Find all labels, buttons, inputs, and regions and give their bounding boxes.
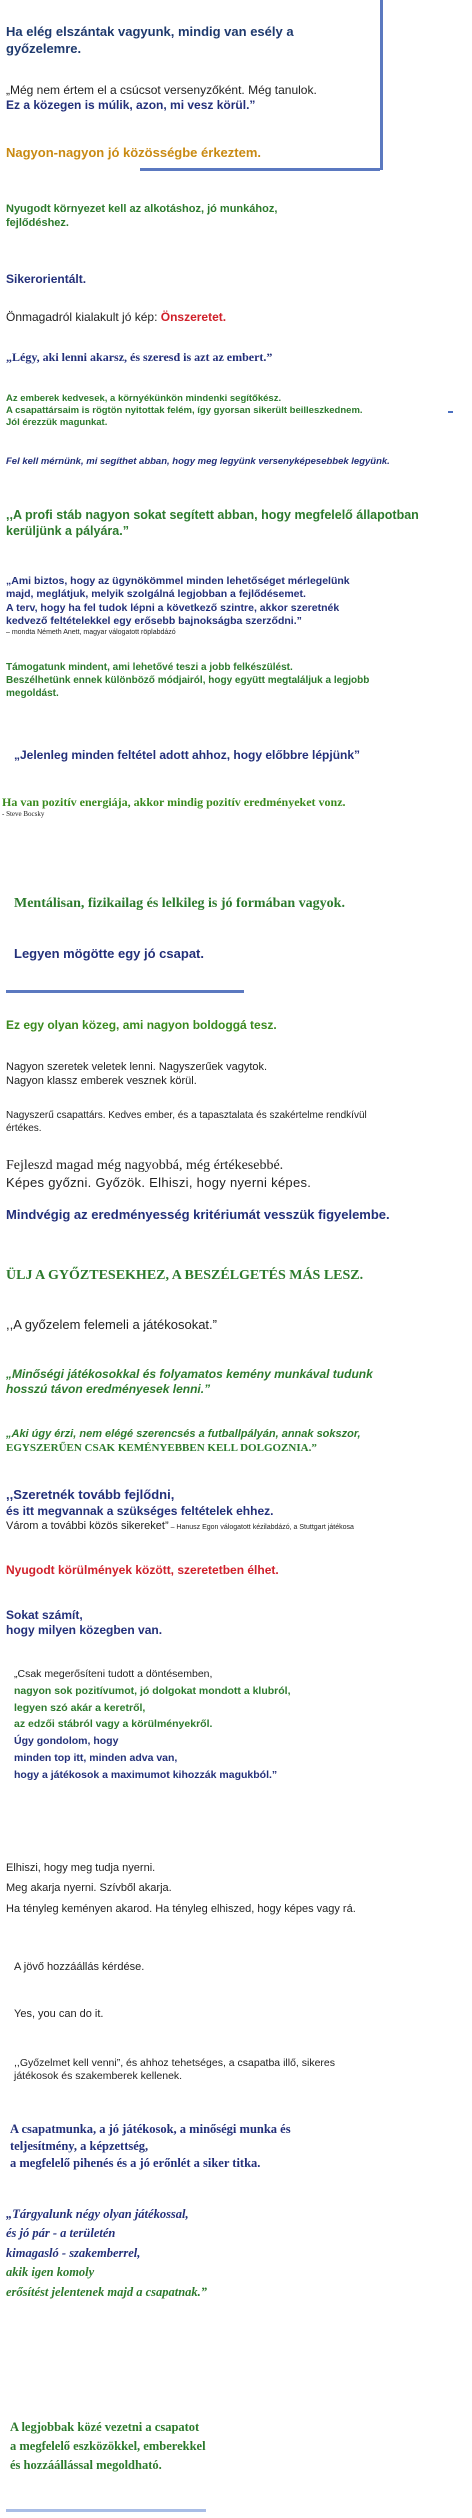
quote-great-teammate <box>6 1110 468 1136</box>
text-line: Úgy gondolom, hogy <box>14 1735 119 1748</box>
text-line: ,,Győzelmet kell venni”, és ahhoz tehetséges, a csapatba illő, sikeres <box>14 2057 335 2069</box>
text-line: kerüljünk a pályára.” <box>6 524 129 538</box>
text-line: A csapattársaim is rögtön nyitottak felém, így gyorsan sikerült beilleszkednem. <box>6 405 363 417</box>
quote-calm-love: Nyugodt körülmények között, szeretetben élhet. <box>6 1563 279 1577</box>
text-line: Ha elég elszántak vagyunk, mindig van esély a <box>6 24 294 39</box>
quote-quality-players <box>6 1367 446 1398</box>
text-highlight: Önszeretet. <box>160 310 227 324</box>
quote-still-learning <box>6 83 446 114</box>
attribution: – mondta Németh Anett, magyar válogatott röplabdázó <box>6 628 176 636</box>
text-line: Meg akarja nyerni. Szívből akarja. <box>6 1882 172 1895</box>
text-line: „Ami biztos, hogy az ügynökömmel minden lehetőséget mérlegelünk <box>6 575 350 587</box>
text-line: ,,Szeretnék tovább fejlődni, <box>6 1487 175 1502</box>
quote-teamwork-secret <box>10 2121 450 2172</box>
text-line: A legjobbak közé vezetni a csapatot <box>10 2420 200 2434</box>
text-line: kimagasló - szakemberrel, <box>6 2245 141 2260</box>
text-line: akik igen komoly <box>6 2265 95 2280</box>
text-line: Nagyon klassz emberek vesznek körül. <box>6 1075 197 1088</box>
quote-must-win <box>14 2057 466 2084</box>
text-line: Az emberek kedvesek, a környékünkön mindenki segítőkész. <box>6 393 282 404</box>
text-line: Elhiszi, hogy meg tudja nyerni. <box>6 1862 156 1874</box>
quote-negotiating <box>6 2205 446 2302</box>
text-line: Várom a további közös sikereket” <box>6 1519 169 1532</box>
attribution: – Hanusz Egon válogatott kézilabdázó, a Stuttgart játékosa <box>168 1523 354 1531</box>
quote-yes-you-can: Yes, you can do it. <box>14 2008 104 2020</box>
quote-effectiveness: Mindvégig az eredményesség kritériumát vesszük figyelembe. <box>6 1207 390 1222</box>
text-line: „Tárgyalunk négy olyan játékossal, <box>6 2207 189 2221</box>
text-line: hosszú távon eredményesek lenni.” <box>6 1382 211 1397</box>
text-line: hogy milyen közegben van. <box>6 1623 163 1638</box>
text-part: Önmagadról kialakult jó kép: <box>6 310 161 324</box>
quote-victory-lifts: ,,A győzelem felemeli a játékosokat.” <box>6 1317 217 1332</box>
text-line: ,,A profi stáb nagyon sokat segített abban, hogy megfelelő állapotban <box>6 508 419 522</box>
quote-develop-yourself <box>6 1157 468 1192</box>
text-line: Fejleszd magad még nagyobbá, még értékesebbé. <box>6 1158 284 1173</box>
text-line: hogy a játékosok a maximumot kihozzák magukból.” <box>14 1768 278 1781</box>
quote-further-development <box>6 1487 472 1533</box>
text-line: A terv, hogy ha fel tudok lépni a következő szintre, akkor szeretnék <box>6 601 340 614</box>
text-line: az edzői stábról vagy a körülményekről. <box>14 1718 213 1731</box>
quote-kind-people <box>6 393 466 429</box>
text-line: és jó pár - a területén <box>6 2226 116 2241</box>
label-success-oriented: Sikerorientált. <box>6 272 87 286</box>
accent-horizontal-line <box>140 168 380 171</box>
text-line: teljesítmény, a képzettség, <box>10 2138 149 2153</box>
text-line: a megfelelő pihenés és a jó erőnlét a siker titka. <box>10 2155 261 2170</box>
text-line: Beszélhetünk ennek különböző módjairól, hogy együtt megtaláljuk a legjobb <box>6 674 370 686</box>
quote-chance-to-win <box>6 24 446 57</box>
quote-self-image <box>6 310 446 325</box>
text-line: értékes. <box>6 1122 42 1134</box>
quote-good-team: Legyen mögötte egy jó csapat. <box>14 946 204 961</box>
text-line: Nagyszerű csapattárs. Kedves ember, és a tapasztalata és szakértelme rendkívül <box>6 1110 367 1121</box>
text-line: nagyon sok pozitívumot, jó dolgokat mondott a klubról, <box>14 1684 291 1697</box>
quote-positive-energy <box>2 795 468 819</box>
quote-believe-to-win <box>6 1858 446 1919</box>
bottom-divider-line <box>6 2509 206 2512</box>
text-line: kedvező feltételekkel egy erősebb bajnokságba szerződni.” <box>6 615 302 628</box>
text-line: minden top itt, minden adva van, <box>14 1751 178 1764</box>
text-line: győzelemre. <box>6 40 82 56</box>
text-line: fejlődéshez. <box>6 217 69 230</box>
text-line: a megfelelő eszközökkel, emberekkel <box>10 2438 206 2453</box>
text-line: legyen szó akár a keretről, <box>14 1701 146 1714</box>
quote-future-attitude: A jövő hozzáállás kérdése. <box>14 1961 145 1973</box>
text-line: „Aki úgy érzi, nem elégé szerencsés a futballpályán, annak sokszor, <box>6 1428 361 1440</box>
quote-sit-with-winners: ÜLJ A GYŐZTESEKHEZ, A BESZÉLGETÉS MÁS LESZ. <box>6 1268 364 1283</box>
text-line: Jól érezzük magunkat. <box>6 417 108 429</box>
quote-all-conditions: „Jelenleg minden feltétel adott ahhoz, hogy előbbre lépjünk” <box>14 748 361 762</box>
accent-divider-line <box>6 990 244 993</box>
text-line: erősítést jelentenek majd a csapatnak.” <box>6 2284 208 2299</box>
text-line: Ha van pozitív energiája, akkor mindig pozitív eredményeket vonz. <box>2 795 346 809</box>
text-line: Nyugodt környezet kell az alkotáshoz, jó munkához, <box>6 203 278 215</box>
text-line: megoldást. <box>6 687 59 699</box>
text-line: EGYSZERŰEN CSAK KEMÉNYEBBEN KELL DOLGOZNIA.” <box>6 1442 317 1455</box>
text-line: „Még nem értem el a csúcsot versenyzőként. Még tanulok. <box>6 83 317 97</box>
quote-love-being-with-you <box>6 1060 446 1088</box>
text-line: „Minőségi játékosokkal és folyamatos kemény munkával tudunk <box>6 1367 373 1381</box>
quote-agent-plan <box>6 575 468 638</box>
text-line: Ha tényleg keményen akarod. Ha tényleg elhiszed, hogy képes vagy rá. <box>6 1902 356 1915</box>
quote-work-harder <box>6 1427 468 1455</box>
quote-good-community: Nagyon-nagyon jó közösségbe érkeztem. <box>6 145 262 160</box>
text-line: majd, meglátjuk, melyik szolgálná legjobban a fejlődésemet. <box>6 588 306 601</box>
quote-lead-to-the-best <box>10 2418 450 2474</box>
quote-be-who-you-want: „Légy, aki lenni akarsz, és szeresd is azt az embert.” <box>6 350 273 364</box>
text-line: Sokat számít, <box>6 1608 83 1622</box>
text-line: és hozzáállással megoldható. <box>10 2457 162 2472</box>
text-line: játékosok és szakemberek kellenek. <box>14 2070 183 2083</box>
quote-happy-environment: Ez egy olyan közeg, ami nagyon boldoggá tesz. <box>6 1018 277 1032</box>
quote-support <box>6 662 468 700</box>
quote-calm-environment <box>6 202 446 230</box>
text-line: Támogatunk mindent, ami lehetővé teszi a jobb felkészülést. <box>6 662 293 673</box>
text-line: Ez a közegen is múlik, azon, mi vesz körül.” <box>6 98 256 113</box>
text-line: Nagyon szeretek veletek lenni. Nagyszerűek vagytok. <box>6 1061 268 1073</box>
text-line: „Csak megerősíteni tudott a döntésemben, <box>14 1668 213 1680</box>
quote-good-shape: Mentálisan, fizikailag és lelkileg is jó formában vagyok. <box>14 896 345 911</box>
text-line: és itt megvannak a szükséges feltételek ehhez. <box>6 1503 274 1518</box>
quote-pro-staff <box>6 507 472 539</box>
quote-environment-matters <box>6 1608 446 1639</box>
quote-competitive: Fel kell mérnünk, mi segíthet abban, hogy meg legyünk versenyképesebbek legyünk. <box>6 456 390 467</box>
quote-decision <box>14 1666 454 1784</box>
attribution: - Steve Bocsky <box>2 810 45 819</box>
text-line: Képes győzni. Győzök. Elhiszi, hogy nyerni képes. <box>6 1174 312 1190</box>
text-line: A csapatmunka, a jó játékosok, a minőségi munka és <box>10 2122 291 2136</box>
